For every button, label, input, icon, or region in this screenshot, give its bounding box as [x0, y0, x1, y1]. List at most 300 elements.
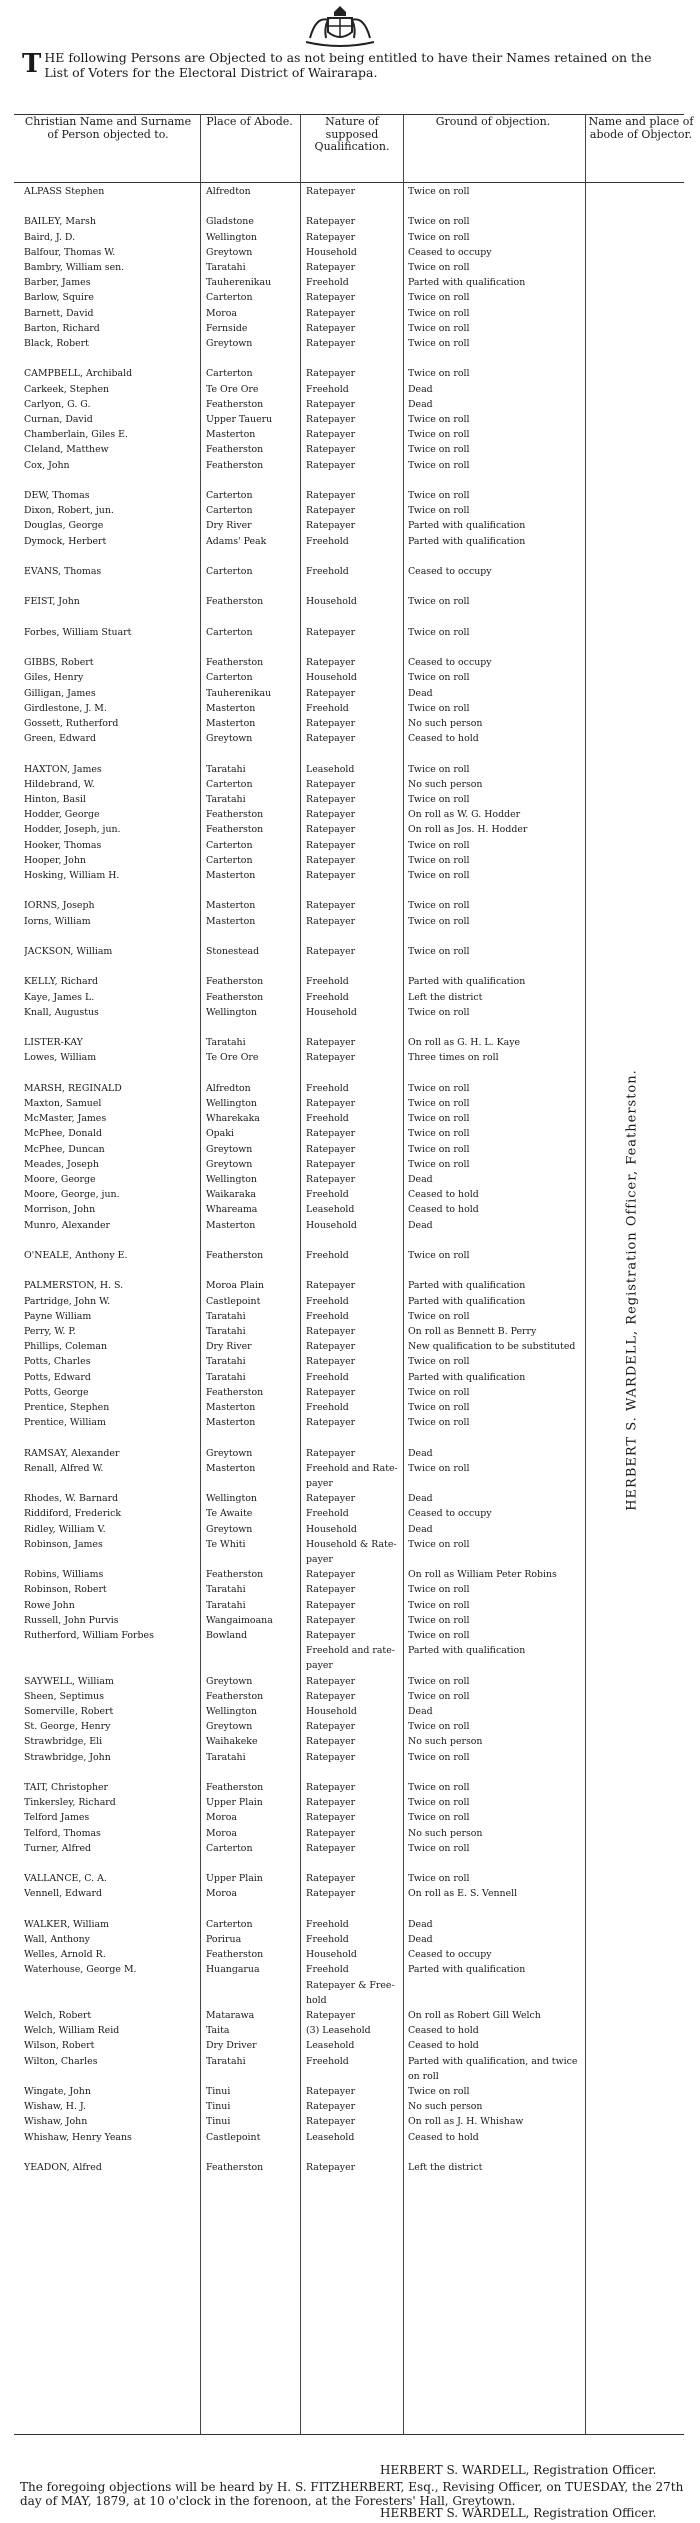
- person-name: Forbes, William Stuart: [24, 626, 132, 638]
- person-name: Robinson, James: [24, 1538, 103, 1550]
- table-row: [0, 1280, 700, 1291]
- place-of-abode: Wellington: [206, 1006, 257, 1018]
- ground-of-objection: Twice on roll: [408, 1386, 470, 1398]
- ground-of-objection: Twice on roll: [408, 1356, 470, 1368]
- person-name: Bambry, William sen.: [24, 262, 125, 273]
- person-name: MARSH, REGINALD: [24, 1082, 122, 1094]
- table-row: [0, 384, 700, 395]
- table-row: [0, 627, 700, 638]
- ground-of-objection: No such person: [408, 718, 483, 729]
- qualification: Ratepayer: [306, 657, 356, 669]
- person-name: Robinson, Robert: [24, 1584, 107, 1596]
- ground-of-objection: Twice on roll: [408, 231, 470, 243]
- table-row: [0, 429, 700, 440]
- table-row: [0, 414, 700, 425]
- person-name: Wingate, John: [24, 2086, 91, 2097]
- person-name: Waterhouse, George M.: [24, 1964, 137, 1976]
- qualification: Ratepayer: [306, 414, 356, 425]
- table-row: [0, 1372, 700, 1383]
- qualification: Ratepayer: [306, 687, 356, 699]
- place-of-abode: Te Ore Ore: [206, 383, 259, 395]
- person-name: Sheen, Septimus: [24, 1690, 105, 1702]
- place-of-abode: Taratahi: [206, 1751, 246, 1763]
- table-row: [0, 1326, 700, 1337]
- person-name: Kaye, James L.: [24, 991, 95, 1003]
- ground-of-objection: On roll as Jos. H. Hodder: [408, 824, 528, 836]
- ground-of-objection: Dead: [408, 1706, 433, 1717]
- table-row: [0, 1736, 700, 1747]
- ground-of-objection: Twice on roll: [408, 1751, 470, 1763]
- person-name: Chamberlain, Giles E.: [24, 429, 128, 441]
- person-name: WALKER, William: [24, 1918, 109, 1930]
- ground-of-objection: Dead: [408, 1447, 433, 1459]
- table-row: [0, 520, 700, 531]
- qualification: Freehold: [306, 976, 349, 988]
- table-row: [0, 1296, 700, 1307]
- place-of-abode: Alfredton: [206, 186, 251, 197]
- table-row: [0, 1508, 700, 1519]
- table-row: [0, 505, 700, 516]
- place-of-abode: Stonestead: [206, 946, 260, 957]
- person-name: Rowe John: [24, 1599, 75, 1611]
- person-name: Riddiford, Frederick: [24, 1508, 122, 1520]
- place-of-abode: Tinui: [206, 2086, 231, 2097]
- place-of-abode: Dry River: [206, 520, 252, 532]
- ground-of-objection: On roll as G. H. L. Kaye: [408, 1037, 521, 1049]
- place-of-abode: Dry River: [206, 1341, 252, 1353]
- ground-of-objection: Parted with qualification: [408, 1964, 526, 1976]
- qualification: Ratepayer: [306, 2101, 356, 2113]
- ground-of-objection: On roll as W. G. Hodder: [408, 809, 521, 821]
- place-of-abode: Greytown: [206, 338, 253, 349]
- place-of-abode: Carterton: [206, 778, 253, 790]
- place-of-abode: Carterton: [206, 1842, 253, 1854]
- person-name: Prentice, William: [24, 1417, 106, 1429]
- place-of-abode: Taratahi: [206, 1037, 246, 1049]
- table-row: [0, 551, 700, 562]
- person-name: Payne William: [24, 1310, 92, 1322]
- person-name: Wishaw, John: [24, 2116, 88, 2128]
- qualification: Leasehold: [306, 763, 355, 775]
- ground-of-objection: Twice on roll: [408, 794, 470, 805]
- ground-of-objection: Parted with qualification: [408, 277, 526, 289]
- table-row: [0, 2132, 700, 2143]
- table-row: [0, 748, 700, 759]
- ground-of-objection: Left the district: [408, 2162, 483, 2173]
- place-of-abode: Wellington: [206, 231, 257, 243]
- person-name: Lowes, William: [24, 1052, 97, 1064]
- person-name: Turner, Alfred: [24, 1842, 92, 1854]
- person-name: Wall, Anthony: [24, 1934, 90, 1945]
- table-row: [0, 475, 700, 486]
- qualification: Ratepayer: [306, 338, 356, 349]
- person-name: Maxton, Samuel: [24, 1098, 102, 1109]
- place-of-abode: Alfredton: [206, 1082, 251, 1094]
- ground-of-objection: Dead: [408, 383, 433, 395]
- place-of-abode: Moroa: [206, 1827, 237, 1839]
- person-name: Curnan, David: [24, 414, 93, 425]
- person-name: Girdlestone, J. M.: [24, 702, 107, 714]
- qualification: payer: [306, 1660, 333, 1672]
- qualification: Ratepayer: [306, 262, 356, 273]
- person-name: Hooper, John: [24, 854, 86, 866]
- place-of-abode: Taratahi: [206, 2055, 246, 2067]
- header-qualification: Nature of supposed Qualification.: [314, 115, 390, 153]
- person-name: SAYWELL, William: [24, 1675, 114, 1687]
- qualification: Ratepayer: [306, 1326, 356, 1337]
- person-name: Somerville, Robert: [24, 1706, 114, 1717]
- place-of-abode: Featherston: [206, 596, 264, 608]
- table-row: [0, 794, 700, 805]
- qualification: Ratepayer: [306, 778, 356, 790]
- qualification: Ratepayer: [306, 231, 356, 243]
- qualification: Household: [306, 1949, 357, 1961]
- ground-of-objection: Parted with qualification: [408, 1371, 526, 1383]
- person-name: Barber, James: [24, 277, 91, 289]
- qualification: Freehold: [306, 2055, 349, 2067]
- person-name: Robins, Williams: [24, 1569, 104, 1581]
- ground-of-objection: Ceased to occupy: [408, 566, 492, 577]
- qualification: Ratepayer: [306, 1599, 356, 1611]
- ground-of-objection: Twice on roll: [408, 1082, 470, 1094]
- table-row: [0, 2010, 700, 2021]
- ground-of-objection: Twice on roll: [408, 490, 470, 501]
- place-of-abode: Moroa: [206, 1812, 237, 1824]
- table-row: [0, 1068, 700, 1079]
- person-name: PALMERSTON, H. S.: [24, 1280, 124, 1292]
- person-name: Hodder, Joseph, jun.: [24, 824, 121, 836]
- drop-cap: T: [22, 49, 42, 79]
- ground-of-objection: Twice on roll: [408, 702, 470, 714]
- place-of-abode: Castlepoint: [206, 2131, 261, 2143]
- place-of-abode: Wellington: [206, 1174, 257, 1185]
- qualification: Ratepayer: [306, 824, 356, 836]
- place-of-abode: Taratahi: [206, 1326, 246, 1337]
- table-row: [0, 1949, 700, 1960]
- person-name: Barnett, David: [24, 307, 94, 319]
- table-row: [0, 2040, 700, 2051]
- qualification: Ratepayer: [306, 870, 356, 881]
- ground-of-objection: Dead: [408, 1174, 433, 1185]
- ground-of-objection: on roll: [408, 2070, 439, 2082]
- place-of-abode: Taratahi: [206, 1371, 246, 1383]
- table-row: [0, 1980, 700, 1991]
- qualification: Household: [306, 1219, 357, 1231]
- place-of-abode: Featherston: [206, 1386, 264, 1398]
- table-row: [0, 1615, 700, 1626]
- table-row: [0, 323, 700, 334]
- qualification: Ratepayer: [306, 1721, 356, 1733]
- qualification: Ratepayer: [306, 1143, 356, 1155]
- qualification: Ratepayer: [306, 368, 356, 380]
- table-row: [0, 1904, 700, 1915]
- ground-of-objection: Twice on roll: [408, 1797, 470, 1809]
- table-row: [0, 1569, 700, 1580]
- table-row: [0, 1144, 700, 1155]
- qualification: Ratepayer: [306, 1447, 356, 1459]
- qualification: Freehold: [306, 1964, 349, 1976]
- table-row: [0, 642, 700, 653]
- place-of-abode: Te Whiti: [206, 1538, 246, 1550]
- place-of-abode: Featherston: [206, 809, 264, 821]
- ground-of-objection: Twice on roll: [408, 900, 470, 912]
- place-of-abode: Te Ore Ore: [206, 1052, 259, 1064]
- table-row: [0, 186, 700, 197]
- place-of-abode: Masterton: [206, 870, 256, 881]
- place-of-abode: Opaki: [206, 1128, 234, 1140]
- table-row: [0, 1022, 700, 1033]
- place-of-abode: Masterton: [206, 1417, 256, 1429]
- ground-of-objection: No such person: [408, 1736, 483, 1748]
- person-name: Partridge, John W.: [24, 1295, 111, 1307]
- qualification: Ratepayer: [306, 1614, 356, 1626]
- qualification: Ratepayer: [306, 1873, 356, 1885]
- qualification: Ratepayer: [306, 1174, 356, 1185]
- person-name: Vennell, Edward: [24, 1888, 102, 1900]
- place-of-abode: Upper Plain: [206, 1797, 263, 1809]
- qualification: Ratepayer: [306, 1797, 356, 1809]
- qualification: Ratepayer: [306, 733, 356, 745]
- person-name: CAMPBELL, Archibald: [24, 368, 133, 380]
- ground-of-objection: Twice on roll: [408, 1113, 470, 1125]
- table-row: [0, 764, 700, 775]
- place-of-abode: Tinui: [206, 2101, 231, 2113]
- place-of-abode: Featherston: [206, 1250, 264, 1261]
- table-row: [0, 1189, 700, 1200]
- ground-of-objection: No such person: [408, 778, 483, 790]
- ground-of-objection: Twice on roll: [408, 1599, 470, 1611]
- person-name: Morrison, John: [24, 1204, 96, 1216]
- person-name: Hildebrand, W.: [24, 778, 95, 790]
- ground-of-objection: Twice on roll: [408, 1675, 470, 1687]
- ground-of-objection: Ceased to hold: [408, 2040, 479, 2052]
- qualification: Ratepayer: [306, 1356, 356, 1368]
- table-row: [0, 885, 700, 896]
- person-name: Gilligan, James: [24, 687, 96, 699]
- place-of-abode: Carterton: [206, 566, 253, 577]
- ground-of-objection: On roll as J. H. Whishaw: [408, 2116, 524, 2128]
- place-of-abode: Te Awaite: [206, 1508, 253, 1520]
- ground-of-objection: Twice on roll: [408, 322, 470, 334]
- table-row: [0, 247, 700, 258]
- table-row: [0, 596, 700, 607]
- person-name: Gossett, Rutherford: [24, 718, 119, 729]
- qualification: Ratepayer: [306, 1493, 356, 1505]
- place-of-abode: Tauherenikau: [206, 277, 272, 289]
- qualification: Ratepayer: [306, 794, 356, 805]
- qualification: Ratepayer: [306, 1827, 356, 1839]
- signature-top: HERBERT S. WARDELL, Registration Officer.: [380, 2463, 657, 2477]
- person-name: Hosking, William H.: [24, 870, 120, 881]
- ground-of-objection: Twice on roll: [408, 186, 470, 197]
- table-row: [0, 2162, 700, 2173]
- header-objector: Name and place of abode of Objector.: [588, 115, 694, 141]
- table-row: [0, 1706, 700, 1717]
- qualification: Ratepayer: [306, 1417, 356, 1429]
- person-name: Dymock, Herbert: [24, 535, 107, 547]
- person-name: KELLY, Richard: [24, 976, 99, 988]
- table-row: [0, 353, 700, 364]
- person-name: BAILEY, Marsh: [24, 216, 96, 228]
- ground-of-objection: No such person: [408, 2101, 483, 2113]
- qualification: Leasehold: [306, 2040, 355, 2052]
- ground-of-objection: Twice on roll: [408, 368, 470, 380]
- place-of-abode: Featherston: [206, 1569, 264, 1581]
- person-name: Dixon, Robert, jun.: [24, 505, 114, 517]
- qualification: Ratepayer: [306, 1158, 356, 1170]
- place-of-abode: Wharekaka: [206, 1113, 260, 1125]
- table-row: [0, 931, 700, 942]
- ground-of-objection: Three times on roll: [408, 1052, 499, 1064]
- place-of-abode: Featherston: [206, 991, 264, 1003]
- table-row: [0, 733, 700, 744]
- place-of-abode: Masterton: [206, 1462, 256, 1474]
- place-of-abode: Tauherenikau: [206, 687, 272, 699]
- person-name: ALPASS Stephen: [24, 186, 105, 197]
- ground-of-objection: Twice on roll: [408, 1402, 470, 1413]
- ground-of-objection: Twice on roll: [408, 2086, 470, 2097]
- place-of-abode: Upper Plain: [206, 1873, 263, 1885]
- place-of-abode: Porirua: [206, 1934, 242, 1945]
- objector-column: [612, 1010, 652, 1570]
- royal-coat-of-arms-icon: [290, 2, 390, 48]
- ground-of-objection: Ceased to occupy: [408, 1949, 492, 1961]
- place-of-abode: Masterton: [206, 718, 256, 729]
- qualification: Ratepayer: [306, 398, 356, 410]
- place-of-abode: Taratahi: [206, 262, 246, 273]
- place-of-abode: Featherston: [206, 1949, 264, 1961]
- person-name: Barlow, Squire: [24, 292, 94, 304]
- place-of-abode: Featherston: [206, 1782, 264, 1793]
- person-name: Hinton, Basil: [24, 794, 86, 805]
- ground-of-objection: Twice on roll: [408, 1812, 470, 1824]
- ground-of-objection: Ceased to occupy: [408, 246, 492, 258]
- qualification: Ratepayer: [306, 1812, 356, 1824]
- table-row: [0, 2101, 700, 2112]
- place-of-abode: Carterton: [206, 672, 253, 684]
- ground-of-objection: Twice on roll: [408, 626, 470, 638]
- ground-of-objection: On roll as William Peter Robins: [408, 1569, 557, 1581]
- qualification: Freehold: [306, 1082, 349, 1094]
- person-name: McPhee, Donald: [24, 1128, 103, 1140]
- ground-of-objection: On roll as E. S. Vennell: [408, 1888, 518, 1900]
- table-row: [0, 1463, 700, 1474]
- ground-of-objection: Ceased to hold: [408, 1204, 479, 1216]
- qualification: Freehold: [306, 1918, 349, 1930]
- header-ground: Ground of objection.: [435, 115, 551, 128]
- ground-of-objection: Twice on roll: [408, 1721, 470, 1733]
- person-name: TAIT, Christopher: [24, 1782, 109, 1793]
- table-row: [0, 1676, 700, 1687]
- qualification: Leasehold: [306, 2131, 355, 2143]
- ground-of-objection: Dead: [408, 687, 433, 699]
- person-name: Balfour, Thomas W.: [24, 246, 116, 258]
- table-row: [0, 1767, 700, 1778]
- person-name: Barton, Richard: [24, 322, 100, 334]
- person-name: Perry, W. P.: [24, 1326, 76, 1337]
- place-of-abode: Carterton: [206, 626, 253, 638]
- table-row: [0, 490, 700, 501]
- person-name: Telford, Thomas: [24, 1827, 101, 1839]
- place-of-abode: Greytown: [206, 1523, 253, 1535]
- ground-of-objection: Twice on roll: [408, 1630, 470, 1641]
- ground-of-objection: Twice on roll: [408, 444, 470, 456]
- person-name: VALLANCE, C. A.: [24, 1873, 107, 1885]
- qualification: Ratepayer: [306, 1341, 356, 1353]
- qualification: Ratepayer: [306, 1386, 356, 1398]
- qualification: Ratepayer: [306, 1584, 356, 1596]
- person-name: Welch, Robert: [24, 2010, 92, 2021]
- ground-of-objection: No such person: [408, 1827, 483, 1839]
- person-name: Rutherford, William Forbes: [24, 1630, 154, 1641]
- table-row: [0, 2025, 700, 2036]
- qualification: Ratepayer: [306, 186, 356, 197]
- table-row: [0, 460, 700, 471]
- table-row: [0, 1159, 700, 1170]
- table-row: [0, 368, 700, 379]
- ground-of-objection: Dead: [408, 1493, 433, 1505]
- qualification: hold: [306, 1994, 327, 2006]
- person-name: FEIST, John: [24, 596, 80, 608]
- qualification: Ratepayer: [306, 1128, 356, 1140]
- ground-of-objection: Twice on roll: [408, 763, 470, 775]
- person-name: St. George, Henry: [24, 1721, 111, 1733]
- table-bottom-rule: [14, 2434, 684, 2435]
- qualification: Freehold: [306, 1402, 349, 1413]
- ground-of-objection: Ceased to hold: [408, 1189, 479, 1201]
- objections-table-body: [0, 186, 700, 2376]
- ground-of-objection: Dead: [408, 398, 433, 410]
- place-of-abode: Waikaraka: [206, 1189, 257, 1201]
- place-of-abode: Huangarua: [206, 1964, 260, 1976]
- qualification: Freehold: [306, 1371, 349, 1383]
- table-row: [0, 1934, 700, 1945]
- qualification: Ratepayer: [306, 854, 356, 866]
- ground-of-objection: Twice on roll: [408, 915, 470, 927]
- qualification: payer: [306, 1554, 333, 1565]
- place-of-abode: Carterton: [206, 505, 253, 517]
- person-name: McMaster, James: [24, 1113, 107, 1125]
- table-row: [0, 1432, 700, 1443]
- person-name: Wishaw, H. J.: [24, 2101, 86, 2113]
- qualification: Ratepayer & Free-: [306, 1979, 395, 1991]
- ground-of-objection: New qualification to be substituted: [408, 1341, 576, 1353]
- person-name: Whishaw, Henry Yeans: [24, 2131, 132, 2143]
- person-name: Strawbridge, Eli: [24, 1736, 103, 1748]
- place-of-abode: Featherston: [206, 398, 264, 410]
- ground-of-objection: Twice on roll: [408, 1614, 470, 1626]
- qualification: Freehold: [306, 277, 349, 289]
- ground-of-objection: Ceased to hold: [408, 2025, 479, 2037]
- qualification: Household: [306, 672, 357, 684]
- person-name: RAMSAY, Alexander: [24, 1447, 120, 1459]
- ground-of-objection: Twice on roll: [408, 292, 470, 304]
- qualification: Ratepayer: [306, 2086, 356, 2097]
- table-row: [0, 809, 700, 820]
- objector-name: HERBERT S. WARDELL, Registration Officer, Featherston.: [624, 1069, 640, 1511]
- qualification: Freehold and rate-: [306, 1645, 395, 1657]
- place-of-abode: Masterton: [206, 1219, 256, 1231]
- ground-of-objection: Parted with qualification: [408, 520, 526, 532]
- ground-of-objection: Parted with qualification: [408, 1280, 526, 1292]
- person-name: Carlyon, G. G.: [24, 398, 91, 410]
- table-row: [0, 840, 700, 851]
- qualification: Ratepayer: [306, 718, 356, 729]
- ground-of-objection: Twice on roll: [408, 1158, 470, 1170]
- place-of-abode: Featherston: [206, 2162, 264, 2173]
- ground-of-objection: Twice on roll: [408, 262, 470, 273]
- qualification: Ratepayer: [306, 1569, 356, 1581]
